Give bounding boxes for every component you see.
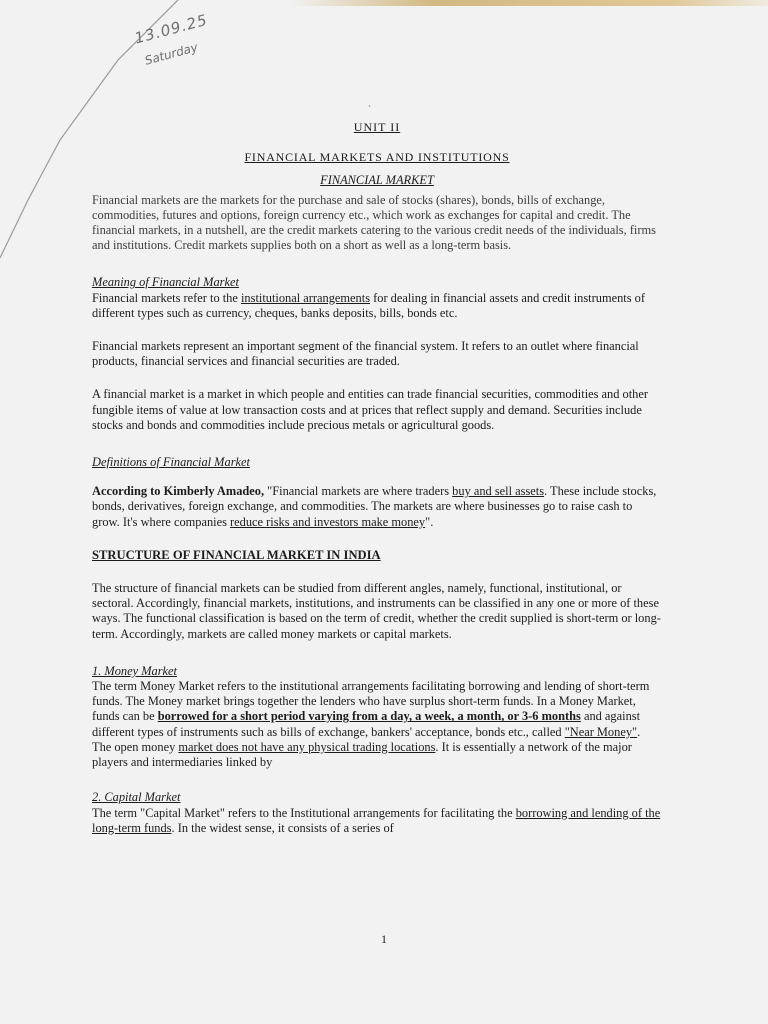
meaning-p1-end: for dealing in financial assets and credit instruments of different types such as currency, cheques, banks deposits, bills, bonds etc. [92,290,645,320]
money-market-paragraph [92,679,662,770]
mm-text-1: The term Money Market refers to the institutional arrangements facilitating borrowing and lending of short-term funds. The Money market brings together the lenders who have surplus short-term funds. In a Money Market, funds can be [92,679,650,724]
meaning-paragraph-1 [92,291,662,321]
handwritten-annotation [133,4,248,97]
meaning-p1-start: Financial markets refer to the [92,290,241,305]
cm-text-2: . In the widest sense, it consists of a series of [171,820,394,835]
mm-bold-text: borrowed for a short period varying from a day, a week, a month, or 3-6 months [157,709,581,724]
meaning-paragraph-3: A financial market is a market in which people and entities can trade financial securities, commodities and other fungible items of value at low transaction costs and at prices that reflect supply and demand. Securities include stocks and bonds and commodities include precious metals or agricultural goods. [92,387,649,432]
quote-underline-2: reduce risks and investors make money [230,514,426,529]
quote-part-1: "Financial markets are where traders [264,484,453,499]
page-number: 1 [381,932,387,946]
definition-quote [92,484,662,530]
meaning-paragraph-2: Financial markets represent an important segment of the financial system. It refers to an outlet where financial products, financial services and financial securities are traded. [92,339,639,369]
mm-text-2: and against different types of instruments such as bills of exchange, bankers' acceptance, bonds etc., called [92,709,641,739]
quote-part-2: . These include stocks, bonds, derivatives, foreign exchange, and commodities. The markets are where businesses go to raise cash to grow. It's where companies [92,484,657,529]
definition-author: According to Kimberly Amadeo, [92,484,265,499]
mm-text-4: . It is essentially a network of the major players and intermediaries linked by [92,739,632,770]
structure-heading: STRUCTURE OF FINANCIAL MARKET IN INDIA [92,547,381,562]
document-title: FINANCIAL MARKETS AND INSTITUTIONS [244,150,510,165]
money-market-heading: 1. Money Market [92,663,177,678]
definitions-heading: Definitions of Financial Market [92,455,250,470]
cm-text-1: The term "Capital Market" refers to the Institutional arrangements for facilitating the [92,805,516,820]
meaning-heading: Meaning of Financial Market [92,275,239,290]
capital-market-paragraph [92,806,662,836]
mm-text-3: . The open money [92,724,641,754]
handwritten-day: Saturday [143,40,200,68]
quote-part-3: ". [425,514,434,529]
mm-underline: market does not have any physical trading locations [178,739,436,754]
meaning-p1-highlight: institutional arrangements [240,290,371,305]
capital-market-heading: 2. Capital Market [92,790,181,805]
pen-mark: ` [368,104,371,114]
cm-underline: borrowing and lending of the long-term funds [92,805,661,835]
structure-paragraph: The structure of financial markets can be studied from different angles, namely, functional, institutional, or sectoral. Accordingly, financial markets, institutions, and instruments can be classified in any one or more of these ways. The functional classification is based on the term of credit, whether the credit supplied is short-term or long-term. Accordingly, markets are called money markets or capital markets. [92,581,661,641]
handwritten-date: 13.09.25 [132,10,210,48]
unit-heading: UNIT II [353,120,401,134]
mm-near-money: "Near Money" [564,724,638,739]
section-title: FINANCIAL MARKET [320,173,434,188]
document-body [92,120,662,836]
intro-paragraph: Financial markets are the markets for the purchase and sale of stocks (shares), bonds, bills of exchange, commodities, futures and options, foreign currency etc., which work as exchanges for capital and credit. The financial markets, in a nutshell, are the credit markets catering to the various credit needs of the individuals, firms and institutions. Credit markets supplies both on a short as well as a long-term basis. [92,192,656,253]
quote-underline-1: buy and sell assets [452,484,545,499]
paper-edge-stain [290,0,768,6]
